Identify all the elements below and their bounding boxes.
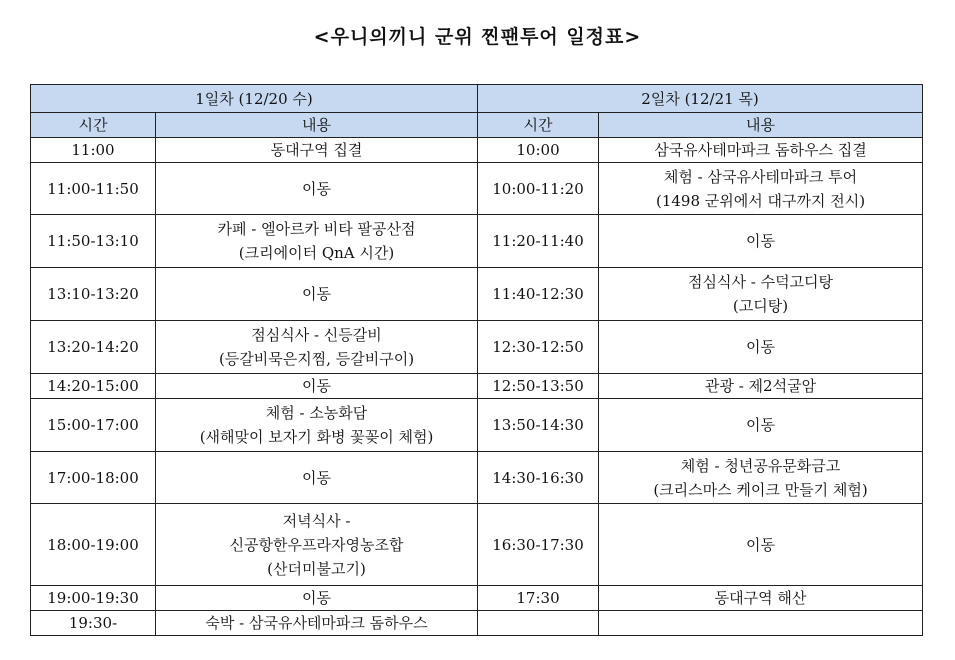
day1-header: 1일차 (12/20 수) bbox=[31, 85, 478, 113]
day1-content: 동대구역 집결 bbox=[156, 138, 478, 163]
content-line: 신공항한우프라자영농조합 bbox=[229, 535, 404, 554]
day1-content: 이동 bbox=[156, 268, 478, 321]
table-row bbox=[31, 611, 923, 636]
table-row bbox=[31, 586, 923, 611]
table-row bbox=[31, 504, 923, 586]
table-row bbox=[31, 452, 923, 504]
day2-content: 이동 bbox=[599, 215, 923, 268]
content-line: 체험 - 청년공유문화금고 bbox=[680, 456, 841, 475]
day1-content: 이동 bbox=[156, 586, 478, 611]
content-line: 점심식사 - 수덕고디탕 bbox=[688, 273, 834, 291]
day1-time: 14:20-15:00 bbox=[31, 374, 156, 399]
day1-content bbox=[156, 321, 478, 374]
day2-time: 13:50-14:30 bbox=[478, 399, 599, 452]
day1-time: 19:00-19:30 bbox=[31, 586, 156, 611]
day2-time-header: 시간 bbox=[478, 113, 599, 138]
day2-time-empty bbox=[478, 611, 599, 636]
content-line: 카페 - 엘아르카 비타 팔공산점 bbox=[217, 220, 416, 238]
day2-content: 관광 - 제2석굴암 bbox=[599, 374, 923, 399]
day1-content: 이동 bbox=[156, 163, 478, 215]
content-line: 체험 - 삼국유사테마파크 투어 bbox=[663, 167, 858, 186]
table-row bbox=[31, 374, 923, 399]
day2-content: 이동 bbox=[599, 399, 923, 452]
content-line: (크리스마스 케이크 만들기 체험) bbox=[653, 480, 868, 499]
day1-time: 15:00-17:00 bbox=[31, 399, 156, 452]
day2-header: 2일차 (12/21 목) bbox=[478, 85, 923, 113]
day2-content: 동대구역 해산 bbox=[599, 586, 923, 611]
day2-time: 11:20-11:40 bbox=[478, 215, 599, 268]
day1-content-header: 내용 bbox=[156, 113, 478, 138]
day2-time: 17:30 bbox=[478, 586, 599, 611]
day1-time-header: 시간 bbox=[31, 113, 156, 138]
table-row bbox=[31, 399, 923, 452]
day1-time: 19:30- bbox=[31, 611, 156, 636]
day2-time: 14:30-16:30 bbox=[478, 452, 599, 504]
table-row bbox=[31, 138, 923, 163]
day2-content: 이동 bbox=[599, 321, 923, 374]
day2-time: 12:30-12:50 bbox=[478, 321, 599, 374]
table-row bbox=[31, 163, 923, 215]
day2-time: 11:40-12:30 bbox=[478, 268, 599, 321]
day1-time: 13:20-14:20 bbox=[31, 321, 156, 374]
day1-time: 11:00 bbox=[31, 138, 156, 163]
day1-content bbox=[156, 215, 478, 268]
day2-time: 10:00 bbox=[478, 138, 599, 163]
day1-time: 11:00-11:50 bbox=[31, 163, 156, 215]
content-line: (새해맞이 보자기 화병 꽃꽂이 체험) bbox=[199, 428, 434, 446]
table-row bbox=[31, 215, 923, 268]
day1-content: 이동 bbox=[156, 374, 478, 399]
page-title: <우니의끼니 군위 찐팬투어 일정표> bbox=[313, 26, 642, 48]
content-line: (고디탕) bbox=[732, 297, 789, 315]
day2-time: 16:30-17:30 bbox=[478, 504, 599, 586]
day1-content: 이동 bbox=[156, 452, 478, 504]
day2-content: 이동 bbox=[599, 504, 923, 586]
content-line: (등갈비묵은지찜, 등갈비구이) bbox=[218, 350, 415, 368]
content-line: 점심식사 - 신등갈비 bbox=[251, 326, 382, 344]
day2-content bbox=[599, 268, 923, 321]
day1-time: 11:50-13:10 bbox=[31, 215, 156, 268]
day2-time: 12:50-13:50 bbox=[478, 374, 599, 399]
content-line: (1498 군위에서 대구까지 전시) bbox=[655, 191, 866, 210]
content-line: (산더미불고기) bbox=[267, 559, 366, 578]
content-line: 체험 - 소농화담 bbox=[265, 404, 368, 422]
day1-content bbox=[156, 504, 478, 586]
day1-content: 숙박 - 삼국유사테마파크 돔하우스 bbox=[156, 611, 478, 636]
day1-time: 18:00-19:00 bbox=[31, 504, 156, 586]
content-line: 저녁식사 - bbox=[282, 511, 351, 530]
day1-time: 17:00-18:00 bbox=[31, 452, 156, 504]
day1-time: 13:10-13:20 bbox=[31, 268, 156, 321]
day2-content bbox=[599, 452, 923, 504]
day2-time: 10:00-11:20 bbox=[478, 163, 599, 215]
day2-content-empty bbox=[599, 611, 923, 636]
table-row bbox=[31, 321, 923, 374]
day2-content: 삼국유사테마파크 돔하우스 집결 bbox=[599, 138, 923, 163]
day2-content bbox=[599, 163, 923, 215]
content-line: (크리에이터 QnA 시간) bbox=[238, 244, 395, 262]
day1-content bbox=[156, 399, 478, 452]
table-row bbox=[31, 268, 923, 321]
schedule-table bbox=[30, 84, 923, 636]
day2-content-header: 내용 bbox=[599, 113, 923, 138]
